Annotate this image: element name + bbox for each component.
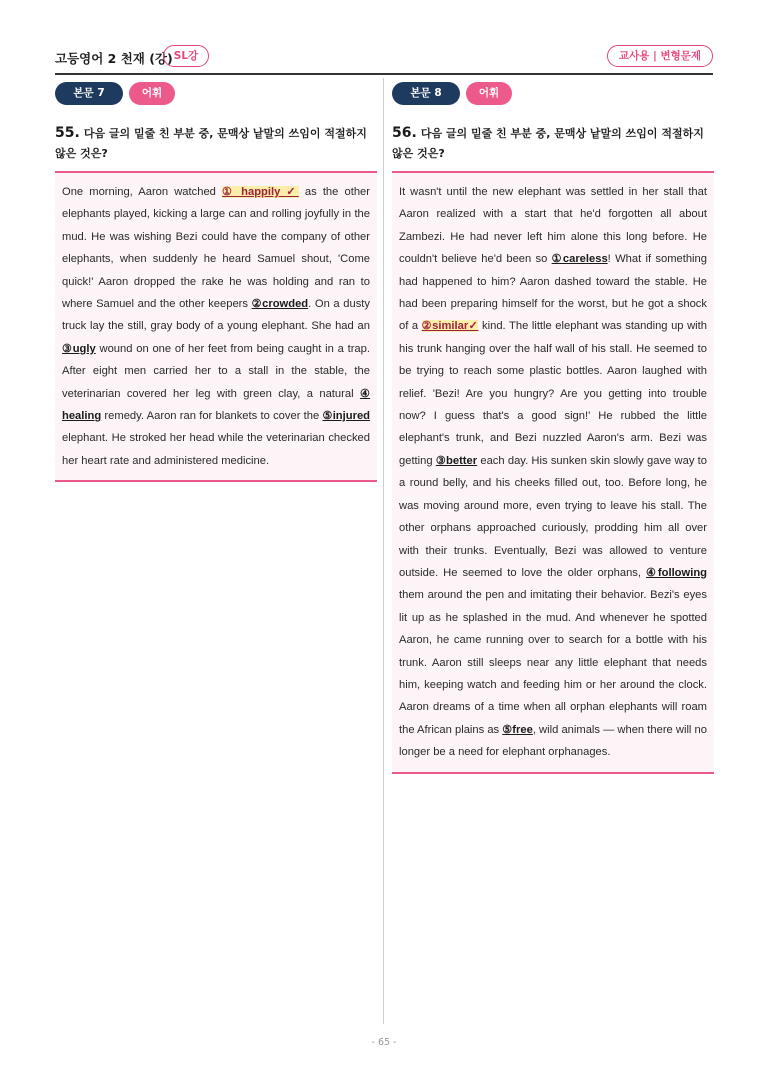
passage-text: each day. His sunken skin slowly gave way to a round belly, and his cheeks filled out, too. Before long, he was moving around more, even trying to leave his stall. The other orphans approached curiously, prodding him all over with their trunks. Eventually, Bezi was allowed to venture outside. He seemed to love the older orphans,: [399, 454, 707, 579]
right-column: [392, 82, 714, 774]
choice-3: ③ugly: [62, 342, 96, 355]
left-badges: [55, 82, 377, 106]
question-text: 다음 글의 밑줄 친 부분 중, 문맥상 낱말의 쓰임이 적절하지 않은 것은?: [55, 127, 367, 160]
choice-5: ⑤injured: [322, 410, 370, 423]
category-badge: 어휘: [466, 82, 512, 105]
teacher-label: 교사용 | 변형문제: [607, 45, 713, 67]
passage-text: , wild animals — when there will no longer be a need for elephant orphanages.: [399, 723, 707, 759]
passage-text: them around the pen and imitating their behavior. Bezi's eyes lit up as he splashed in the mud. And whenever he spotted Aaron, he came running over to search for a bottle with his trunk. Aaron still sleeps near any little elephant that needs him, keeping watch and feeding him or her around the clock. Aaron dreams of a time when all orphan elephants will roam the African plains as: [399, 589, 707, 736]
choice-4: ④following: [646, 566, 707, 579]
passage-text: elephant. He stroked her head while the veterinarian checked her heart rate and administered medicine.: [62, 432, 370, 467]
right-badges: [392, 82, 714, 106]
category-badge: 어휘: [129, 82, 175, 105]
passage-bottom-rule: [392, 772, 714, 774]
choice-2: ②crowded: [251, 298, 309, 311]
choice-4: ④ healing: [62, 387, 370, 423]
passage-text: kind. The little elephant was standing up with his trunk hanging over the half wall of his stall. He seemed to be trying to reach some plastic bottles. Aaron laughed with relief. 'Bezi! Are you hungry? Are you getting into trouble now? I guess that's a good sign!' He rubbed the little elephant's trunk, and Bezi nuzzled Aaron's arm. Bezi was getting: [399, 320, 707, 467]
question-56: [392, 123, 714, 164]
passage-text: One morning, Aaron watched: [62, 186, 223, 198]
question-number: 56.: [392, 125, 417, 141]
page-number: - 65 -: [371, 1037, 397, 1048]
passage-text: . On a dusty truck lay the still, gray body of a young elephant. She had an: [62, 298, 370, 333]
book-title: 고등영어 2 천재 (강): [55, 51, 173, 66]
question-number: 55.: [55, 125, 80, 141]
choice-1: ①careless: [551, 253, 608, 266]
choice-5: ⑤free: [502, 723, 533, 736]
passage-55: [55, 173, 377, 480]
passage-text: It wasn't until the new elephant was settled in her stall that Aaron realized with a start that he'd forgotten all about Zambezi. He had never left him alone this long before. He couldn't believe he'd been so: [399, 186, 707, 266]
passage-text: remedy. Aaron ran for blankets to cover the: [101, 410, 323, 423]
passage-text: as the other elephants played, kicking a large can and rolling joyfully in the mud. He was wishing Bezi could have the company of other elephants, when suddenly he heard Samuel shout, 'Come quick!' Aaron dropped the rake he was holding and ran to where Samuel and the other keepers: [62, 186, 370, 311]
lesson-tag: SL강: [163, 45, 209, 67]
header-rule: [55, 73, 713, 75]
question-text: 다음 글의 밑줄 친 부분 중, 문맥상 낱말의 쓰임이 적절하지 않은 것은?: [392, 127, 704, 160]
passage-badge: 본문 8: [392, 82, 460, 105]
question-55: [55, 123, 377, 164]
passage-badge: 본문 7: [55, 82, 123, 105]
answer-choice-1: ① happily ✓: [222, 186, 299, 198]
passage-text: ! What if something had happened to him? Aaron dashed toward the stable. He had been preparing himself for the worst, but he got a shock of a: [399, 253, 707, 333]
page-header: [55, 44, 713, 74]
passage-56: [392, 173, 714, 772]
choice-3: ③better: [435, 454, 478, 467]
passage-text: wound on one of her feet from being caught in a trap. After eight men carried her to a stall in the stable, the veterinarian covered her leg with green clay, a natural: [62, 342, 370, 400]
answer-choice-2: ②similar✓: [421, 320, 479, 333]
passage-bottom-rule: [55, 480, 377, 482]
column-divider: [383, 78, 384, 1024]
left-column: [55, 82, 377, 482]
